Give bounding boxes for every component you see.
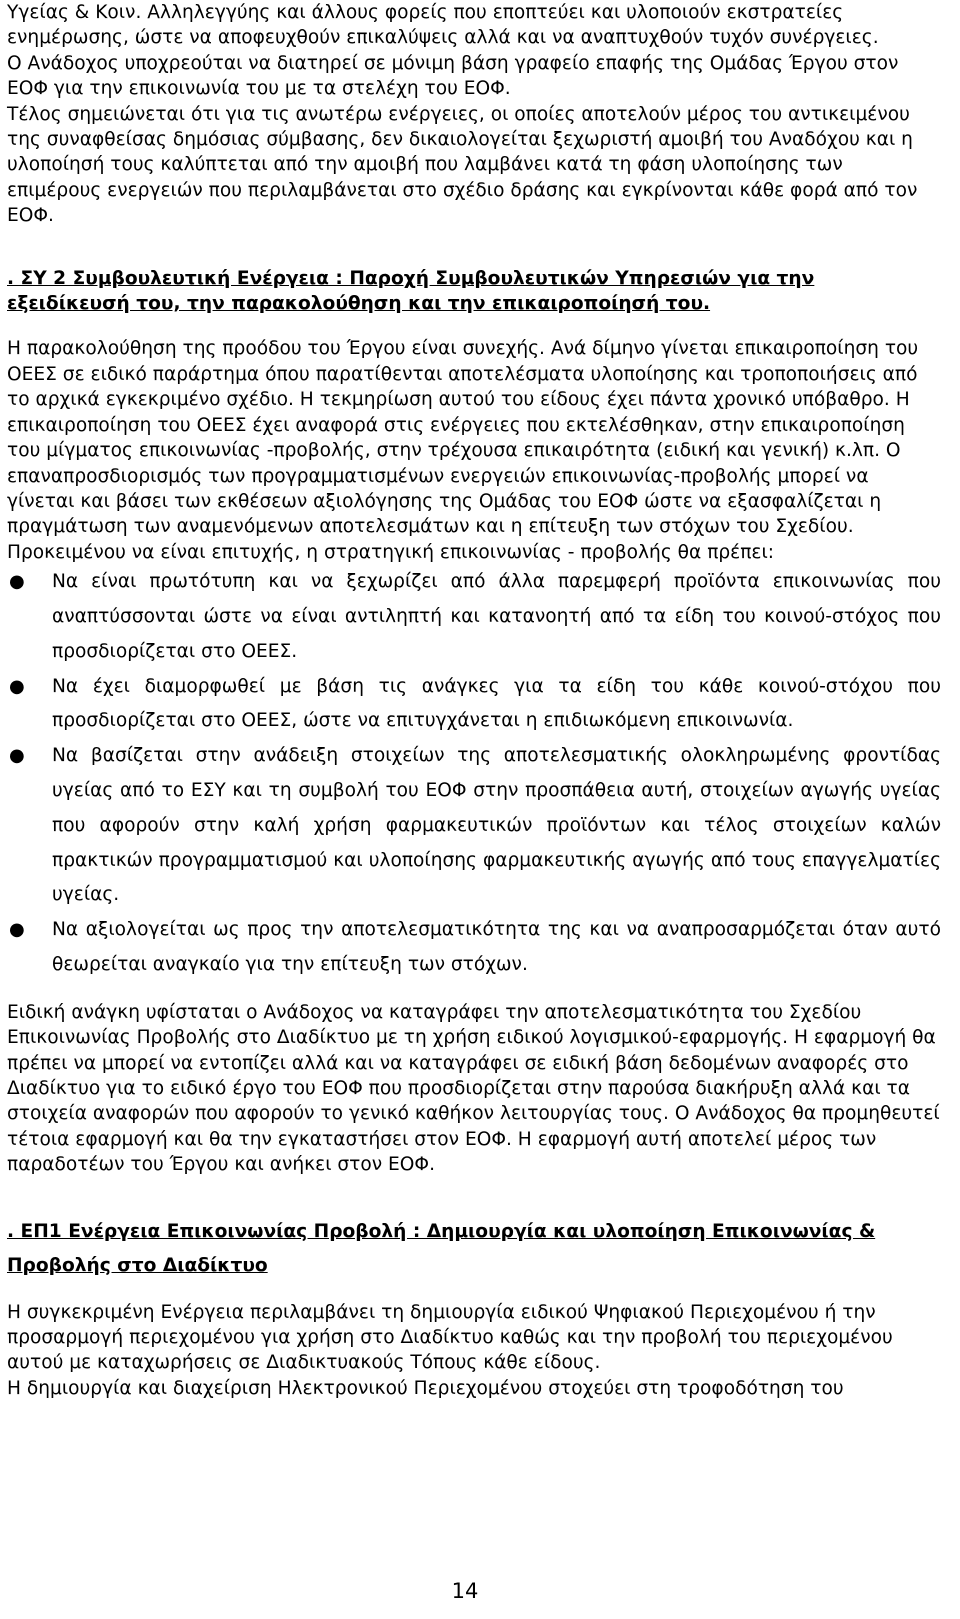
list-item-text: Να αξιολογείται ως προς την αποτελεσματικότητα της και να αναπροσαρμόζεται όταν αυτό θεωρείται αναγκαίο για την επίτευξη των στόχων.	[52, 919, 941, 975]
list-item-text: Να βασίζεται στην ανάδειξη στοιχείων της αποτελεσματικής ολοκληρωμένης φροντίδας υγείας από το ΕΣΥ και τη συμβολή του ΕΟΦ στην προσπάθεια αυτή, στοιχείων αγωγής υγείας που αφορούν στην καλή χρήση φαρμακευτικών προϊόντων και τέλος στοιχείων καλών πρακτικών προγραμματισμού και υλοποίησης φαρμακευτικής αγωγής από τους επαγγελματίες υγείας.	[52, 745, 941, 906]
section-sy2-body: Η παρακολούθηση της προόδου του Έργου είναι συνεχής. Ανά δίμηνο γίνεται επικαιροποίηση του ΟΕΕΣ σε ειδικό παράρτημα όπου παρατίθενται αποτελέσματα υλοποίησης και τροποποιήσεις από το αρχικά εγκεκριμένο σχέδιο. Η τεκμηρίωση αυτού του είδους έχει πάντα χρονικό υπόβαθρο. Η επικαιροποίηση του ΟΕΕΣ έχει αναφορά στις ενέργειες που εκτελέσθηκαν, στην επικαιροποίηση του μίγματος επικοινωνίας -προβολής, στην τρέχουσα επικαιρότητα (ειδική και γενική) κ.λπ. Ο επαναπροσδιορισμός των προγραμματισμένων ενεργειών επικοινωνίας-προβολής μπορεί να γίνεται και βάσει των εκθέσεων αξιολόγησης της Ομάδας του ΕΟΦ ώστε να εξασφαλίζεται η πραγμάτωση των αναμενόμενων αποτελεσμάτων και η επίτευξη των στόχων του Σχεδίου. Προκειμένου να είναι επιτυχής, η στρατηγική επικοινωνίας - προβολής θα πρέπει:	[7, 338, 919, 563]
paragraph-intro-1: Υγείας & Κοιν. Αλληλεγγύης και άλλους φορείς που εποπτεύει και υλοποιούν εκστρατείες ενημέρωσης, ώστε να αποφευχθούν επικαλύψεις αλλά και να αναπτυχθούν τυχόν συνέργειες.	[7, 2, 879, 49]
section-ep1-last-line: Η δημιουργία και διαχείριση Ηλεκτρονικού Περιεχομένου στοχεύει στη τροφοδότηση του	[7, 1377, 844, 1399]
bullet-icon: ●	[9, 675, 25, 697]
list-item	[7, 565, 941, 669]
list-item	[7, 739, 941, 913]
bullet-list	[7, 565, 941, 983]
bullet-icon: ●	[9, 571, 25, 593]
bullet-icon: ●	[9, 745, 25, 767]
section-sy2-closing: Ειδική ανάγκη υφίσταται ο Ανάδοχος να καταγράφει την αποτελεσματικότητα του Σχεδίου Επικοινωνίας Προβολής στο Διαδίκτυο με τη χρήση ειδικού λογισμικού-εφαρμογής. Η εφαρμογή θα πρέπει να μπορεί να εντοπίζει αλλά και να καταγράφει σε ειδική βάση δεδομένων αναφορές στο Διαδίκτυο για το ειδικό έργο του ΕΟΦ που προσδιορίζεται στην παρούσα διακήρυξη αλλά και τα στοιχεία αναφορών που αφορούν το γενικό καθήκον λειτουργίας τους. Ο Ανάδοχος θα προμηθευτεί τέτοια εφαρμογή και θα την εγκαταστήσει στον ΕΟΦ. Η εφαρμογή αυτή αποτελεί μέρος των παραδοτέων του Έργου και ανήκει στον ΕΟΦ.	[7, 1001, 940, 1176]
paragraph-intro-3: Τέλος σημειώνεται ότι για τις ανωτέρω ενέργειες, οι οποίες αποτελούν μέρος του αντικειμένου της συναφθείσας δημόσιας σύμβασης, δεν δικαιολογείται ξεχωριστή αμοιβή του Αναδόχου και η υλοποίησή τους καλύπτεται από την αμοιβή που λαμβάνει κατά τη φάση υλοποίησης των επιμέρους ενεργειών που περιλαμβάνεται στο σχέδιο δράσης και εγκρίνονται κάθε φορά από τον ΕΟΦ.	[7, 103, 918, 227]
section-ep1-body: Η συγκεκριμένη Ενέργεια περιλαμβάνει τη δημιουργία ειδικού Ψηφιακού Περιεχομένου ή την προσαρμογή περιεχομένου για χρήση στο Διαδίκτυο καθώς και την προβολή του περιεχομένου αυτού με καταχωρήσεις σε Διαδικτυακούς Τόπους κάθε είδους.	[7, 1301, 893, 1374]
paragraph-intro-2: Ο Ανάδοχος υποχρεούται να διατηρεί σε μόνιμη βάση γραφείο επαφής της Ομάδας Έργου στον ΕΟΦ για την επικοινωνία του με τα στελέχη του ΕΟΦ.	[7, 52, 899, 100]
list-item-text: Να είναι πρωτότυπη και να ξεχωρίζει από άλλα παρεμφερή προϊόντα επικοινωνίας που αναπτύσσονται ώστε να είναι αντιληπτή και κατανοητή από τα είδη του κοινού-στόχος που προσδιορίζεται στο ΟΕΕΣ.	[52, 571, 941, 662]
list-item	[7, 913, 941, 983]
page-number: 14	[451, 1579, 479, 1603]
list-item-text: Να έχει διαμορφωθεί με βάση τις ανάγκες για τα είδη του κάθε κοινού-στόχου που προσδιορίζεται στο ΟΕΕΣ, ώστε να επιτυγχάνεται η επιδιωκόμενη επικοινωνία.	[52, 675, 941, 732]
section-heading-sy2: . ΣΥ 2 Συμβουλευτική Ενέργεια : Παροχή Συμβουλευτικών Υπηρεσιών για την εξειδίκευσή του, την παρακολούθηση και την επικαιροποίησή του.	[7, 267, 815, 315]
section-heading-ep1: . ΕΠ1 Ενέργεια Επικοινωνίας Προβολή : Δημιουργία και υλοποίηση Επικοινωνίας & Προβολής στο Διαδίκτυο	[7, 1220, 876, 1276]
bullet-icon: ●	[9, 919, 25, 941]
document-page	[7, 0, 941, 1401]
list-item	[7, 670, 941, 740]
